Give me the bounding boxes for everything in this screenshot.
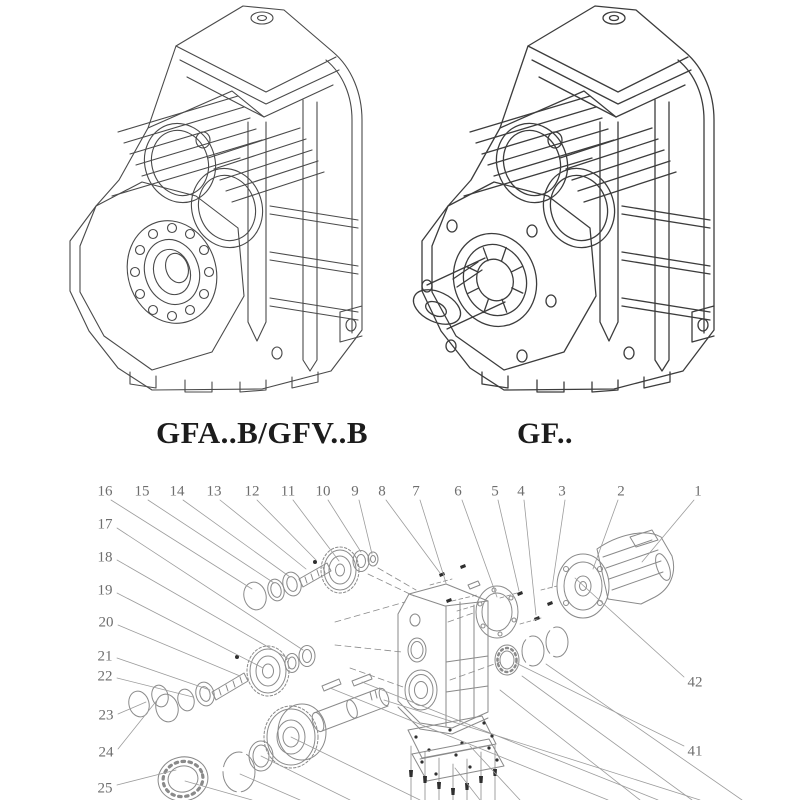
housing-cover xyxy=(412,739,504,781)
hollow-shaft-flange xyxy=(114,209,230,335)
output-flange-and-bearings xyxy=(430,564,568,675)
callout-number: 25 xyxy=(97,780,113,797)
output-shaft-hub xyxy=(408,220,556,362)
callout-number: 11 xyxy=(280,483,296,500)
motor xyxy=(557,530,674,618)
leader-line xyxy=(593,500,618,569)
callout-number: 42 xyxy=(687,674,703,691)
callout-number: 18 xyxy=(97,549,113,566)
exploded-view xyxy=(111,500,742,800)
leader-line xyxy=(183,500,290,577)
truncated-leader-lines xyxy=(185,664,742,800)
callout-number: 2 xyxy=(617,483,625,500)
callout-number: 16 xyxy=(97,483,113,500)
leader-line xyxy=(118,699,158,749)
callout-number: 21 xyxy=(97,648,113,665)
callout-number: 41 xyxy=(687,743,703,760)
leader-line xyxy=(117,770,176,785)
leader-line xyxy=(111,500,252,589)
callout-number: 17 xyxy=(97,516,113,533)
callout-number: 12 xyxy=(244,483,260,500)
callout-number: 13 xyxy=(206,483,222,500)
callout-number: 22 xyxy=(97,668,113,685)
callout-number: 3 xyxy=(558,483,566,500)
caption-gfa-gfv: GFA..B/GFV..B xyxy=(155,415,369,450)
callout-number: 23 xyxy=(98,707,114,724)
callout-number: 20 xyxy=(98,614,114,631)
intermediate-shaft-assembly xyxy=(153,646,315,725)
callout-number: 9 xyxy=(351,483,359,500)
callout-number: 14 xyxy=(169,483,185,500)
caption-gf: GF.. xyxy=(517,417,573,450)
callout-number: 1 xyxy=(694,483,702,500)
gearbox-drawing-solid-shaft xyxy=(408,6,714,392)
callout-number: 19 xyxy=(97,582,113,599)
leader-line xyxy=(117,593,263,668)
leader-line xyxy=(575,578,684,677)
callout-number: 24 xyxy=(98,744,114,761)
leader-line xyxy=(117,528,303,650)
callout-number: 8 xyxy=(378,483,386,500)
leader-line xyxy=(420,500,446,583)
callout-number: 5 xyxy=(491,483,499,500)
callout-number: 15 xyxy=(134,483,150,500)
gearbox-drawing-hollow-shaft xyxy=(70,6,362,392)
callout-number: 10 xyxy=(315,483,331,500)
callout-number: 6 xyxy=(454,483,462,500)
leader-line xyxy=(117,560,289,659)
leader-line xyxy=(516,663,684,746)
leader-line xyxy=(462,500,497,597)
leader-line xyxy=(328,500,361,552)
leader-line xyxy=(220,500,306,569)
leader-line xyxy=(359,500,372,554)
leader-line xyxy=(524,500,536,615)
leader-line xyxy=(148,500,274,583)
leader-line xyxy=(118,625,240,676)
leader-line xyxy=(117,658,210,690)
leader-line xyxy=(386,500,440,573)
callout-number: 7 xyxy=(412,483,420,500)
gear-housing xyxy=(398,584,488,734)
leader-line xyxy=(117,678,193,697)
callout-number: 4 xyxy=(517,483,525,500)
leader-line xyxy=(293,500,339,561)
leader-line xyxy=(498,500,519,591)
leader-line xyxy=(257,500,316,560)
